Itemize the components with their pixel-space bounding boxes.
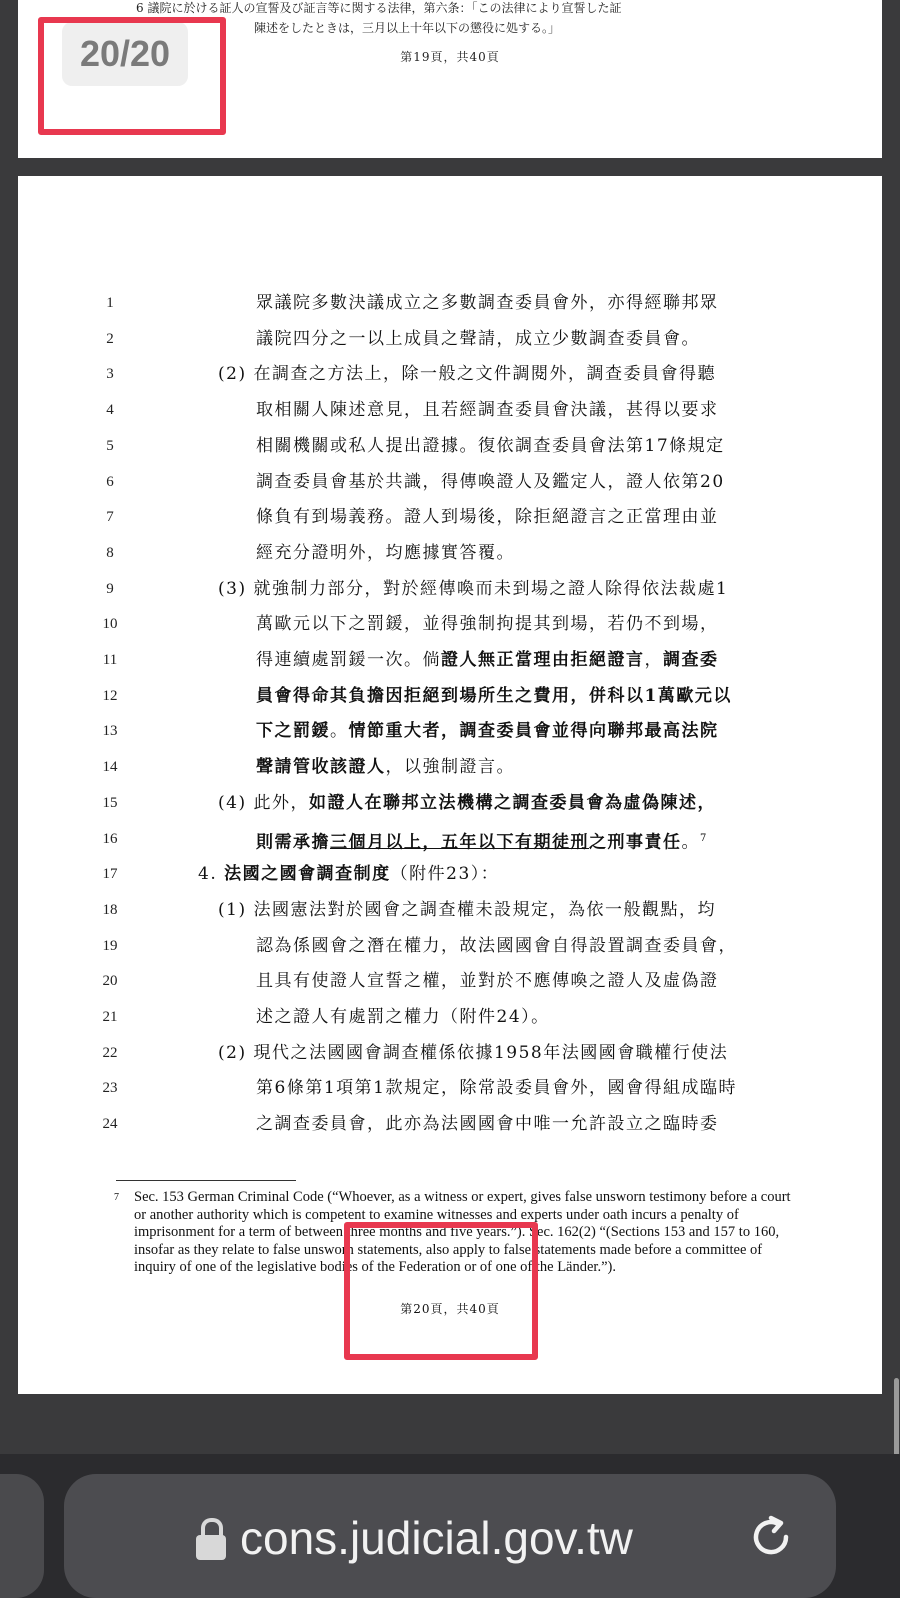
- line-text: [256, 431, 725, 461]
- text-segment: (2) 現代之法國國會調查權係依據1958年法國國會職權行使法: [218, 1042, 729, 1063]
- line-number: 11: [102, 652, 118, 668]
- text-segment: 述之證人有處罰之權力（附件24）。: [256, 1007, 550, 1027]
- highlight-box-page-number: [344, 1222, 538, 1360]
- document-line: [18, 609, 882, 639]
- line-text: [256, 824, 708, 858]
- text-segment: 取相關人陳述意見，且若經調查委員會決議，甚得以要求: [256, 400, 719, 421]
- document-line: [18, 824, 882, 854]
- line-number: 21: [102, 1009, 118, 1025]
- document-line: [18, 324, 882, 354]
- line-text: [256, 467, 725, 497]
- text-segment: 。: [330, 721, 349, 742]
- document-line: [18, 1002, 882, 1032]
- text-segment: 。: [681, 832, 700, 853]
- line-text: [256, 681, 732, 711]
- document-line: [18, 395, 882, 425]
- document-line: [18, 1038, 882, 1068]
- line-text: [218, 1038, 728, 1068]
- line-text: [218, 788, 716, 818]
- text-segment: 相關機關或私人提出證據。復依調查委員會法第17條規定: [256, 435, 725, 456]
- document-line: [18, 931, 882, 961]
- text-segment: 得連續處罰鍰一次。倘: [256, 650, 441, 670]
- line-text: [256, 502, 719, 532]
- text-segment: 議院四分之一以上成員之聲請，成立少數調查委員會。: [256, 328, 700, 349]
- line-number: 10: [102, 616, 118, 633]
- prev-footnote-line1: 6 議院に於ける証人の宣誓及び証言等に関する法律，第六条：「この法律により宣誓した証: [136, 1, 622, 15]
- document-line: [18, 752, 882, 782]
- line-text: [256, 538, 515, 568]
- document-line: [18, 502, 882, 532]
- text-segment: 情節重大者，調查委員會並得向聯邦最高法院: [348, 721, 719, 742]
- document-line: [18, 359, 882, 389]
- text-segment: 證人無正當理由拒絕證言: [441, 650, 645, 670]
- text-segment: ，以強制證言。: [385, 757, 515, 778]
- text-segment: 條負有到場義務。證人到場後，除拒絕證言之正當理由並: [256, 507, 719, 528]
- document-line: [18, 716, 882, 746]
- line-number: 17: [102, 866, 118, 883]
- text-segment: (3) 就強制力部分，對於經傳喚而未到場之證人除得依法裁處1: [218, 578, 729, 599]
- text-segment: (1) 法國憲法對於國會之調查權未設規定，為依一般觀點，均: [218, 899, 716, 920]
- line-number: 5: [106, 437, 114, 454]
- scrollbar[interactable]: [892, 1360, 900, 1460]
- document-line: [18, 1073, 882, 1103]
- line-text: [218, 574, 728, 604]
- line-number: 16: [102, 830, 118, 847]
- text-segment: 第6條第1項第1款規定，除常設委員會外，國會得組成臨時: [256, 1078, 737, 1099]
- text-segment: （附件23）：: [390, 864, 500, 885]
- document-line: [18, 966, 882, 996]
- text-segment: 認為係國會之潛在權力，故法國國會自得設置調查委員會，: [256, 935, 737, 956]
- line-number: 9: [106, 580, 114, 597]
- line-text: [218, 895, 716, 925]
- text-segment: 經充分證明外，均應據實答覆。: [256, 542, 515, 563]
- document-line: [18, 895, 882, 925]
- line-number: 24: [102, 1116, 118, 1133]
- text-segment: 之調查委員會，此亦為法國國會中唯一允許設立之臨時委: [256, 1114, 719, 1135]
- document-line: [18, 645, 882, 675]
- text-segment: 調查委: [663, 650, 719, 670]
- document-line: [18, 574, 882, 604]
- line-text: [256, 395, 719, 425]
- footnote-ref: 7: [700, 832, 708, 844]
- page-number: 第20頁，共40頁: [400, 1302, 500, 1316]
- lock-icon: [196, 1518, 226, 1560]
- text-segment: 調查委員會基於共識，得傳喚證人及鑑定人，證人依第20: [256, 471, 725, 492]
- document-line: [18, 431, 882, 461]
- text-segment: 員會得命其負擔因拒絕到場所生之費用，併科以1萬歐元以: [256, 685, 732, 706]
- document-line: [18, 538, 882, 568]
- line-number: 8: [106, 544, 114, 561]
- line-number: 15: [102, 794, 118, 811]
- line-text: [218, 359, 716, 389]
- reload-icon[interactable]: [746, 1512, 796, 1562]
- line-number: 2: [106, 330, 114, 347]
- text-segment: 如證人在聯邦立法機構之調查委員會為虛偽陳述，: [308, 792, 716, 813]
- scrollbar-thumb[interactable]: [894, 1378, 899, 1456]
- line-text: [256, 752, 515, 782]
- line-number: 6: [106, 473, 114, 490]
- page-counter: 20/20: [62, 22, 188, 86]
- text-segment: 法國之國會調查制度: [224, 864, 391, 885]
- line-number: 19: [102, 937, 118, 954]
- line-number: 12: [102, 687, 118, 704]
- text-segment: 下之罰鍰: [256, 721, 330, 742]
- line-text: [256, 1073, 737, 1103]
- document-line: [18, 788, 882, 818]
- footnote-divider: [116, 1180, 296, 1181]
- line-text: [256, 288, 719, 318]
- prev-footnote-line2: 陳述をしたときは，三月以上十年以下の懲役に処する。」: [254, 21, 561, 35]
- line-number: 3: [106, 366, 114, 383]
- text-segment: 眾議院多數決議成立之多數調查委員會外，亦得經聯邦眾: [256, 293, 719, 313]
- line-text: [256, 609, 719, 639]
- line-text: [256, 645, 719, 675]
- text-segment: 則需承擔: [256, 832, 330, 853]
- document-line: [18, 859, 882, 889]
- line-number: 1: [106, 295, 114, 311]
- line-text: [256, 1002, 550, 1032]
- document-line: [18, 1109, 882, 1139]
- document-line: [18, 681, 882, 711]
- current-page: [18, 176, 882, 1394]
- line-number: 18: [102, 901, 118, 918]
- line-number: 4: [106, 402, 114, 419]
- line-text: [256, 931, 737, 961]
- line-text: [256, 716, 719, 746]
- prev-page-number: 第19頁，共40頁: [400, 50, 500, 64]
- line-text: [198, 859, 499, 889]
- footnote-number: 7: [114, 1192, 119, 1203]
- line-number: 13: [102, 723, 118, 740]
- line-number: 14: [102, 759, 118, 776]
- text-segment: 且具有使證人宣誓之權，並對於不應傳喚之證人及虛偽證: [256, 971, 719, 992]
- tab-switcher-pill[interactable]: [0, 1474, 44, 1598]
- line-number: 22: [102, 1044, 118, 1061]
- text-segment: 4.: [198, 864, 225, 885]
- line-text: [256, 1109, 719, 1139]
- text-segment: ，: [644, 650, 663, 670]
- browser-bottom-bar: [0, 1454, 900, 1598]
- url-text[interactable]: cons.judicial.gov.tw: [240, 1512, 633, 1564]
- text-segment: (4) 此外，: [218, 792, 309, 813]
- document-line: [18, 467, 882, 497]
- address-bar[interactable]: [64, 1474, 836, 1598]
- line-number: 7: [106, 509, 114, 526]
- line-text: [256, 966, 719, 996]
- text-segment: 之刑事責任: [589, 832, 682, 853]
- document-line: [18, 288, 882, 318]
- text-segment: 聲請管收該證人: [256, 757, 386, 778]
- text-segment: 三個月以上，五年以下有期徒刑: [330, 832, 589, 853]
- highlight-box-counter: [38, 17, 226, 135]
- text-segment: (2) 在調查之方法上，除一般之文件調閱外，調查委員會得聽: [218, 364, 716, 385]
- footnote-text: Sec. 153 German Criminal Code (“Whoever, as a witness or expert, gives false unsworn testimony before a court or another authority which is competent to examine witnesses and experts under oath incurs a penalty of imprisonment for a term of between three months and five years.”). Sec. 162(2) “(Sections 153 and 157 to 160, insofar as they relate to false unsworn statements, also apply to false statements made before a committee of inquiry of one of the legislative bodies of the Federation or of one of the Länder.”).: [134, 1189, 791, 1275]
- line-number: 23: [102, 1080, 118, 1097]
- line-number: 20: [102, 973, 118, 990]
- text-segment: 萬歐元以下之罰鍰，並得強制拘提其到場，若仍不到場，: [256, 614, 719, 635]
- line-text: [256, 324, 700, 354]
